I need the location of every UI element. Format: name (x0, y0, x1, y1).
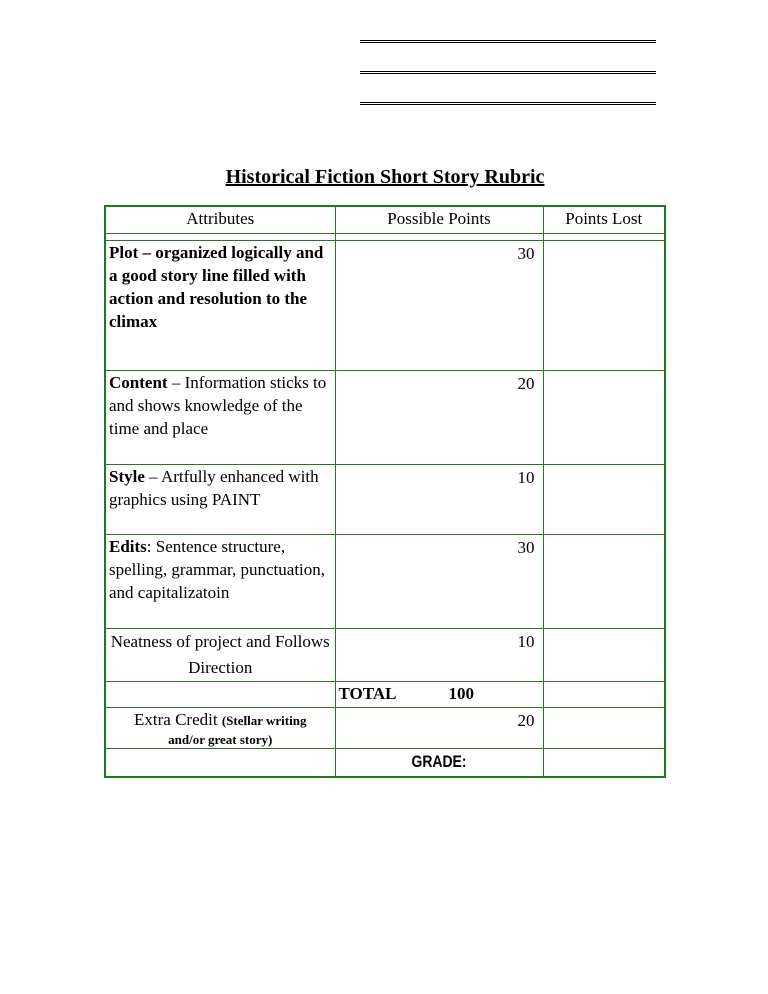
attribute-neatness: Neatness of project and Follows Direction (105, 629, 335, 682)
rubric-table (104, 205, 666, 778)
column-header-possible-points: Possible Points (335, 206, 543, 234)
points-lost-cell (543, 629, 665, 682)
possible-points: 20 (335, 371, 543, 465)
column-header-points-lost: Points Lost (543, 206, 665, 234)
points-lost-cell (543, 241, 665, 371)
possible-points: 30 (335, 535, 543, 629)
total-cell (335, 682, 543, 708)
grade-value-cell (543, 749, 665, 777)
points-lost-cell (543, 371, 665, 465)
total-value: 100 (448, 684, 474, 703)
table-header-row (105, 206, 665, 234)
points-lost-cell (543, 465, 665, 535)
table-row (105, 241, 665, 371)
attribute-extra-credit: Extra Credit (Stellar writing and/or great story) (105, 708, 335, 749)
attribute-plot: Plot – organized logically and a good story line filled with action and resolution to the climax (105, 241, 335, 371)
points-lost-cell (543, 535, 665, 629)
blank-line-2 (360, 61, 656, 74)
extra-credit-row (105, 708, 665, 749)
attribute-style: Style – Artfully enhanced with graphics using PAINT (105, 465, 335, 535)
grade-row (105, 749, 665, 777)
table-row (105, 535, 665, 629)
possible-points: 20 (335, 708, 543, 749)
possible-points: 30 (335, 241, 543, 371)
table-row (105, 465, 665, 535)
spacer-row (105, 234, 665, 241)
possible-points: 10 (335, 465, 543, 535)
total-row (105, 682, 665, 708)
table-row (105, 371, 665, 465)
table-row (105, 629, 665, 682)
grade-label: GRADE: (354, 749, 525, 777)
blank-line-1 (360, 30, 656, 43)
total-label: TOTAL (338, 684, 397, 703)
rubric-title: Historical Fiction Short Story Rubric (225, 166, 545, 188)
possible-points: 10 (335, 629, 543, 682)
blank-line-3 (360, 92, 656, 105)
name-date-lines (360, 30, 656, 123)
column-header-attributes: Attributes (105, 206, 335, 234)
attribute-content: Content – Information sticks to and shows knowledge of the time and place (105, 371, 335, 465)
attribute-edits: Edits: Sentence structure, spelling, grammar, punctuation, and capitalizatoin (105, 535, 335, 629)
